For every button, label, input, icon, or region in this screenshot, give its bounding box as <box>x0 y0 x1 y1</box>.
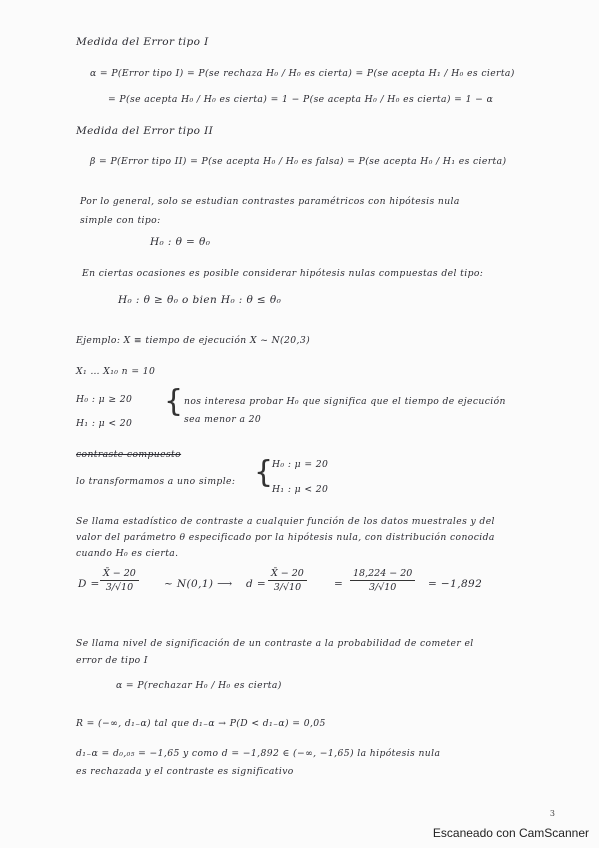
composite-text: En ciertas ocasiones es posible considerar hipótesis nulas compuestas del tipo: <box>82 268 484 279</box>
formula-value-numerator: 18,224 − 20 <box>350 568 415 581</box>
alpha-definition-line-1: α = P(Error tipo I) = P(se rechaza H₀ / H₀ es cierta) = P(se acepta H₁ / H₀ es cierta) <box>90 68 515 79</box>
brace-glyph-2: { <box>254 455 274 490</box>
formula-D-numerator: X̄ − 20 <box>100 568 139 581</box>
transform-text: lo transformamos a uno simple: <box>76 476 236 487</box>
formula-equals: = <box>334 578 344 590</box>
scanner-watermark: Escaneado con CamScanner <box>432 826 589 840</box>
formula-d-label: d = <box>246 578 267 590</box>
statistic-text-line-3: cuando H₀ es cierta. <box>76 548 179 559</box>
formula-result: = −1,892 <box>428 578 483 590</box>
significance-text-line-2: error de tipo I <box>76 655 148 666</box>
formula-d-denominator: 3/√10 <box>273 582 302 593</box>
hypothesis-h1: H₁ : μ < 20 <box>76 418 133 429</box>
statistic-text-line-2: valor del parámetro θ especificado por la hipótesis nula, con distribución conocida <box>76 532 495 543</box>
brace-glyph: { <box>164 384 184 419</box>
composite-hypotheses: H₀ : θ ≥ θ₀ o bien H₀ : θ ≤ θ₀ <box>118 294 282 306</box>
rejection-region: R = (−∞, d₁₋α) tal que d₁₋α → P(D < d₁₋α) = 0,05 <box>76 718 326 729</box>
alpha-definition-line-2: = P(se acepta H₀ / H₀ es cierta) = 1 − P(se acepta H₀ / H₀ es cierta) = 1 − α <box>108 94 494 105</box>
formula-D-fraction <box>100 568 139 593</box>
example-line: Ejemplo: X ≡ tiempo de ejecución X ~ N(20,3) <box>76 335 311 346</box>
statistic-text-line-1: Se llama estadístico de contraste a cualquier función de los datos muestrales y del <box>76 516 495 527</box>
simple-h0: H₀ : μ = 20 <box>272 459 329 470</box>
simple-h1: H₁ : μ < 20 <box>272 484 329 495</box>
significance-text-line-1: Se llama nivel de significación de un contraste a la probabilidad de cometer el <box>76 638 474 649</box>
page-number: 3 <box>549 809 555 818</box>
simple-hypothesis: H₀ : θ = θ₀ <box>150 236 211 248</box>
alpha-probability: α = P(rechazar H₀ / H₀ es cierta) <box>116 680 282 691</box>
formula-d-numerator: X̄ − 20 <box>268 568 307 581</box>
hypothesis-h0: H₀ : μ ≥ 20 <box>76 394 133 405</box>
interest-text-line-1: nos interesa probar H₀ que significa que el tiempo de ejecución <box>184 396 506 407</box>
heading-error-tipo-1: Medida del Error tipo I <box>76 36 209 48</box>
formula-value-denominator: 3/√10 <box>368 582 397 593</box>
general-text-line-2: simple con tipo: <box>80 215 161 226</box>
general-text-line-1: Por lo general, solo se estudian contrastes paramétricos con hipótesis nula <box>80 196 460 207</box>
interest-text-line-2: sea menor a 20 <box>184 414 262 425</box>
formula-value-fraction <box>350 568 415 593</box>
sample-line: X₁ … X₁₀ n = 10 <box>76 366 156 377</box>
heading-error-tipo-2: Medida del Error tipo II <box>76 125 214 137</box>
formula-distribution: ~ N(0,1) ⟶ <box>164 578 233 590</box>
beta-definition: β = P(Error tipo II) = P(se acepta H₀ / H₀ es falsa) = P(se acepta H₀ / H₁ es cierta) <box>90 156 507 167</box>
formula-d-fraction <box>268 568 307 593</box>
formula-D-denominator: 3/√10 <box>105 582 134 593</box>
critical-value-line-2: es rechazada y el contraste es significativo <box>76 766 294 777</box>
critical-value-line-1: d₁₋α = d₀,₀₅ = −1,65 y como d = −1,892 ∈ (−∞, −1,65) la hipótesis nula <box>76 748 441 759</box>
formula-D-label: D = <box>78 578 100 590</box>
composite-note: contraste compuesto <box>76 449 182 460</box>
